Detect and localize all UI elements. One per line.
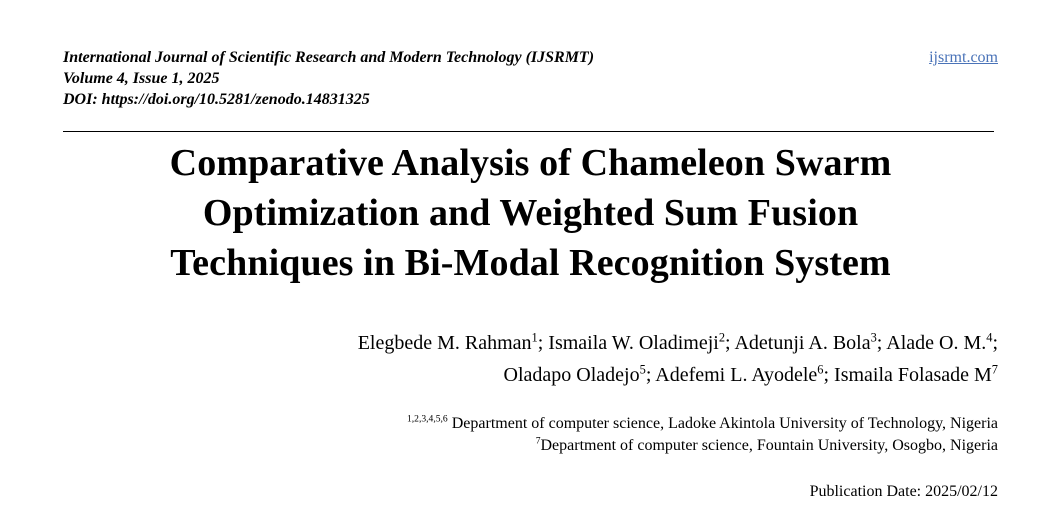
affiliation <box>98 435 998 457</box>
paper-title-line-2: Optimization and Weighted Sum Fusion <box>202 192 859 234</box>
paper-title <box>40 138 1021 288</box>
author-separator: ; <box>992 332 998 354</box>
publication-date: Publication Date: 2025/02/12 <box>809 483 998 500</box>
author-affiliation-mark: 6 <box>817 362 824 377</box>
author <box>358 332 549 354</box>
author-separator: ; <box>725 332 735 354</box>
author-affiliation-mark: 7 <box>991 362 998 377</box>
author-name: Elegbede M. Rahman <box>357 332 532 354</box>
author-separator: ; <box>645 364 656 386</box>
author-name: Adetunji A. Bola <box>734 332 871 354</box>
author-affiliation-mark: 3 <box>870 330 877 345</box>
paper-title-line-3: Techniques in Bi-Modal Recognition System <box>170 242 891 284</box>
author-name: Ismaila W. Oladimeji <box>548 332 719 354</box>
author-separator: ; <box>823 364 835 386</box>
journal-volume-issue: Volume 4, Issue 1, 2025 <box>63 70 220 87</box>
author <box>548 332 734 354</box>
author-separator: ; <box>537 332 549 354</box>
affiliation-mark: 1,2,3,4,5,6 <box>406 413 448 425</box>
journal-doi: DOI: https://doi.org/10.5281/zenodo.14831325 <box>63 91 370 108</box>
affiliation-list <box>98 413 998 457</box>
paper-title-line-1: Comparative Analysis of Chameleon Swarm <box>169 142 892 184</box>
author-name: Alade O. M. <box>886 332 987 354</box>
author-affiliation-mark: 1 <box>531 330 538 345</box>
author-affiliation-mark: 4 <box>986 330 993 345</box>
author-name: Oladapo Oladejo <box>503 364 640 386</box>
author <box>504 364 656 386</box>
affiliation <box>98 413 998 435</box>
author-list <box>38 327 998 391</box>
header-divider <box>63 131 994 132</box>
author <box>655 364 834 386</box>
author <box>834 364 998 386</box>
author-name: Ismaila Folasade M <box>834 364 992 386</box>
affiliation-text: Department of computer science, Ladoke Akintola University of Technology, Nigeria <box>447 415 998 432</box>
affiliation-mark: 7 <box>535 435 541 447</box>
author <box>886 332 998 354</box>
author-name: Adefemi L. Ayodele <box>655 364 818 386</box>
author-affiliation-mark: 2 <box>718 330 726 345</box>
author-line-1 <box>38 327 998 359</box>
journal-header <box>63 47 823 110</box>
author-affiliation-mark: 5 <box>639 362 646 377</box>
affiliation-text: Department of computer science, Fountain University, Osogbo, Nigeria <box>540 437 998 454</box>
author-separator: ; <box>876 332 887 354</box>
journal-site-link[interactable]: ijsrmt.com <box>929 49 998 66</box>
author <box>734 332 886 354</box>
author-line-2 <box>38 359 998 391</box>
journal-name: International Journal of Scientific Research and Modern Technology (IJSRMT) <box>63 49 595 66</box>
